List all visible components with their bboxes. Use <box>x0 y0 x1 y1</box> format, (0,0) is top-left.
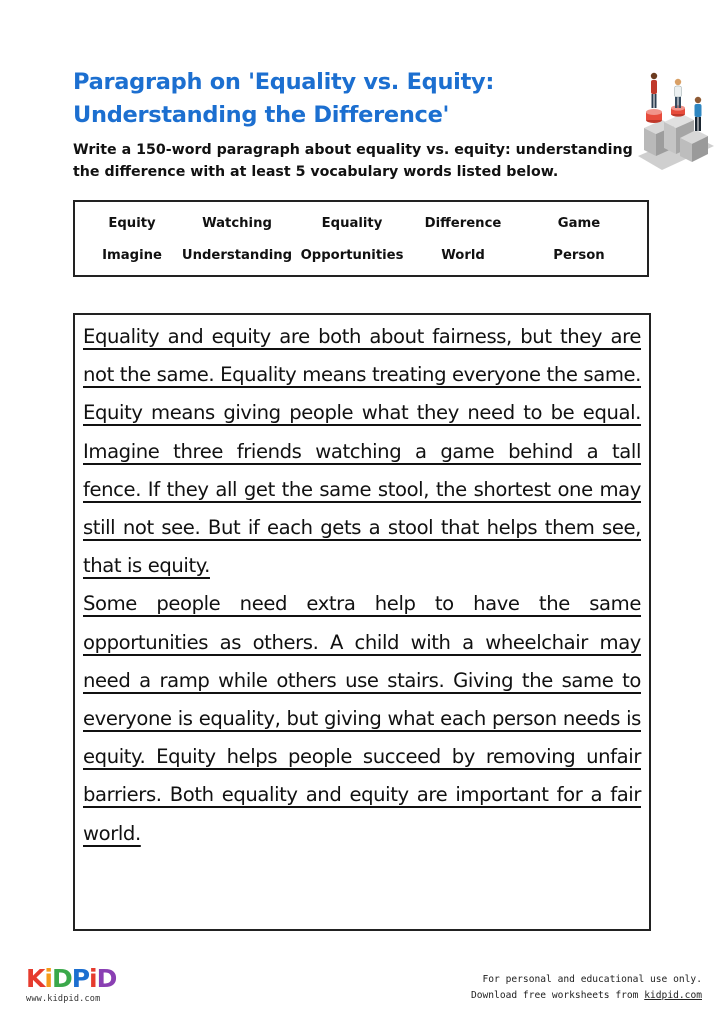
podium-people-icon <box>630 70 716 180</box>
vocab-word: Understanding <box>181 248 293 263</box>
vocab-word: Imagine <box>102 248 162 263</box>
logo-letter: K <box>26 964 45 993</box>
paragraph-1: Equality and equity are both about fairness, but they are not the same. Equality means treating everyone the same. Equity means giving people what they need to be equal. Imagine three friends watching a game behind a tall fence. If they all get the same stool, the shortest one may still not see. But if each gets a stool that helps them see, that is equity. <box>83 325 641 578</box>
paragraph-2: Some people need extra help to have the same opportunities as others. A child with a wheelchair may need a ramp while others use stairs. Giving the same to everyone is equality, but giving what each person needs is equity. Equity helps people succeed by removing unfair barriers. Both equality and equity are important for a fair world. <box>83 592 641 845</box>
logo-letter: i <box>89 964 97 993</box>
vocab-word: Difference <box>424 216 502 231</box>
footer-download-text: Download free worksheets from <box>470 990 645 1001</box>
instructions: Write a 150-word paragraph about equality vs. equity: understanding the difference with at least 5 vocabulary words listed below. <box>73 142 633 180</box>
logo-wordmark <box>26 966 126 992</box>
logo-letter: P <box>71 964 90 993</box>
footer-download-line <box>471 988 702 1004</box>
vocab-word: Equity <box>108 216 156 231</box>
logo-letter: D <box>96 964 117 993</box>
footer-usage-line: For personal and educational use only. <box>482 974 702 985</box>
footer-note <box>471 972 702 1004</box>
page-title: Paragraph on 'Equality vs. Equity: Understanding the Difference' <box>73 69 495 128</box>
logo-url[interactable]: www.kidpid.com <box>26 994 101 1004</box>
paragraph-box <box>73 313 651 931</box>
vocabulary-box <box>73 200 649 277</box>
kidpid-logo[interactable] <box>26 966 126 1006</box>
vocab-word: Game <box>557 216 601 231</box>
logo-letter: D <box>51 964 72 993</box>
logo-letter: i <box>44 964 52 993</box>
vocab-word: Person <box>553 248 605 263</box>
kidpid-link[interactable]: kidpid.com <box>644 990 702 1001</box>
vocab-word: World <box>441 248 485 263</box>
vocabulary-grid <box>89 213 637 277</box>
vocab-word: Opportunities <box>300 248 404 263</box>
vocab-word: Watching <box>202 216 272 231</box>
vocab-word: Equality <box>321 216 383 231</box>
